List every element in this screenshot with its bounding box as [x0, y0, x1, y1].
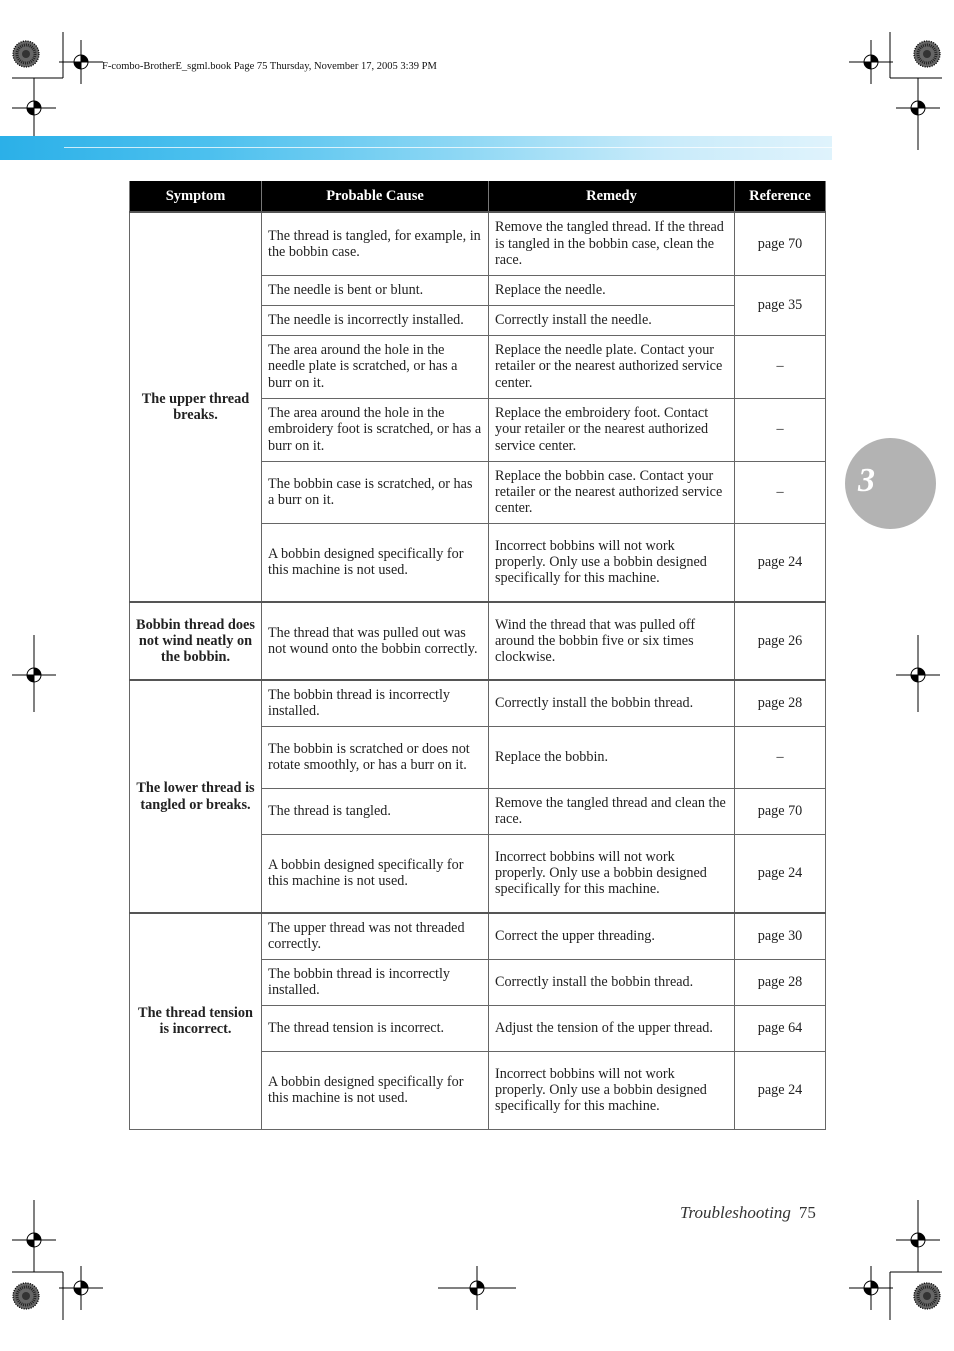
header-probable-cause: Probable Cause: [262, 181, 489, 212]
sunburst-bottom-right: [914, 1283, 940, 1309]
header-band-line: [64, 147, 832, 148]
table-row: [130, 212, 826, 275]
cause-cell: The bobbin case is scratched, or has a burr on it.: [262, 461, 489, 523]
reference-cell: page 24: [735, 834, 826, 913]
remedy-cell: Correctly install the needle.: [489, 305, 735, 335]
header-remedy: Remedy: [489, 181, 735, 212]
cause-cell: The bobbin is scratched or does not rotate smoothly, or has a burr on it.: [262, 726, 489, 788]
reference-cell: page 26: [735, 602, 826, 680]
remedy-cell: Replace the bobbin case. Contact your retailer or the nearest authorized service center.: [489, 461, 735, 523]
cause-cell: The bobbin thread is incorrectly installed.: [262, 680, 489, 726]
file-header: F-combo-BrotherE_sgml.book Page 75 Thursday, November 17, 2005 3:39 PM: [102, 61, 437, 72]
header-reference: Reference: [735, 181, 826, 212]
remedy-cell: Correctly install the bobbin thread.: [489, 680, 735, 726]
cause-cell: The thread is tangled.: [262, 788, 489, 834]
cause-cell: A bobbin designed specifically for this machine is not used.: [262, 834, 489, 913]
reference-cell: page 35: [735, 275, 826, 335]
remedy-cell: Incorrect bobbins will not work properly. Only use a bobbin designed specifically for this machine.: [489, 523, 735, 602]
symptom-cell: The thread tension is incorrect.: [130, 913, 262, 1129]
footer-section-title: Troubleshooting: [680, 1203, 791, 1222]
reference-cell: –: [735, 335, 826, 398]
cause-cell: A bobbin designed specifically for this machine is not used.: [262, 523, 489, 602]
cause-cell: The needle is incorrectly installed.: [262, 305, 489, 335]
cause-cell: The area around the hole in the embroidery foot is scratched, or has a burr on it.: [262, 398, 489, 461]
remedy-cell: Remove the tangled thread and clean the race.: [489, 788, 735, 834]
reference-cell: page 24: [735, 1051, 826, 1129]
table-row: [130, 680, 826, 726]
cause-cell: The area around the hole in the needle plate is scratched, or has a burr on it.: [262, 335, 489, 398]
symptom-cell: Bobbin thread does not wind neatly on the bobbin.: [130, 602, 262, 680]
cause-cell: The needle is bent or blunt.: [262, 275, 489, 305]
symptom-cell: The lower thread is tangled or breaks.: [130, 680, 262, 913]
reference-cell: page 24: [735, 523, 826, 602]
symptom-cell: The upper thread breaks.: [130, 212, 262, 602]
table-row: [130, 913, 826, 959]
remedy-cell: Replace the bobbin.: [489, 726, 735, 788]
remedy-cell: Replace the needle plate. Contact your retailer or the nearest authorized service center.: [489, 335, 735, 398]
remedy-cell: Correctly install the bobbin thread.: [489, 959, 735, 1005]
footer-page-number: 75: [798, 1203, 816, 1222]
table-row: [130, 602, 826, 680]
remedy-cell: Adjust the tension of the upper thread.: [489, 1005, 735, 1051]
remedy-cell: Correct the upper threading.: [489, 913, 735, 959]
reference-cell: page 64: [735, 1005, 826, 1051]
reference-cell: –: [735, 726, 826, 788]
header-band: [0, 136, 832, 160]
reference-cell: page 30: [735, 913, 826, 959]
sunburst-top-right: [914, 41, 940, 67]
cause-cell: A bobbin designed specifically for this machine is not used.: [262, 1051, 489, 1129]
header-symptom: Symptom: [130, 181, 262, 212]
reference-cell: page 28: [735, 959, 826, 1005]
reference-cell: page 70: [735, 788, 826, 834]
page-footer: [680, 1203, 816, 1223]
table-header-row: [130, 181, 826, 212]
reference-cell: –: [735, 398, 826, 461]
sunburst-top-left: [13, 41, 39, 67]
remedy-cell: Wind the thread that was pulled off around the bobbin five or six times clockwise.: [489, 602, 735, 680]
cause-cell: The thread that was pulled out was not wound onto the bobbin correctly.: [262, 602, 489, 680]
remedy-cell: Replace the embroidery foot. Contact your retailer or the nearest authorized service center.: [489, 398, 735, 461]
remedy-cell: Incorrect bobbins will not work properly. Only use a bobbin designed specifically for this machine.: [489, 834, 735, 913]
cause-cell: The bobbin thread is incorrectly installed.: [262, 959, 489, 1005]
cause-cell: The thread is tangled, for example, in the bobbin case.: [262, 212, 489, 275]
troubleshooting-table: [129, 181, 826, 1130]
cause-cell: The thread tension is incorrect.: [262, 1005, 489, 1051]
reference-cell: page 70: [735, 212, 826, 275]
chapter-number: 3: [858, 462, 875, 499]
reference-cell: –: [735, 461, 826, 523]
remedy-cell: Replace the needle.: [489, 275, 735, 305]
cause-cell: The upper thread was not threaded correctly.: [262, 913, 489, 959]
reference-cell: page 28: [735, 680, 826, 726]
remedy-cell: Incorrect bobbins will not work properly. Only use a bobbin designed specifically for this machine.: [489, 1051, 735, 1129]
remedy-cell: Remove the tangled thread. If the thread is tangled in the bobbin case, clean the race.: [489, 212, 735, 275]
sunburst-bottom-left: [13, 1283, 39, 1309]
